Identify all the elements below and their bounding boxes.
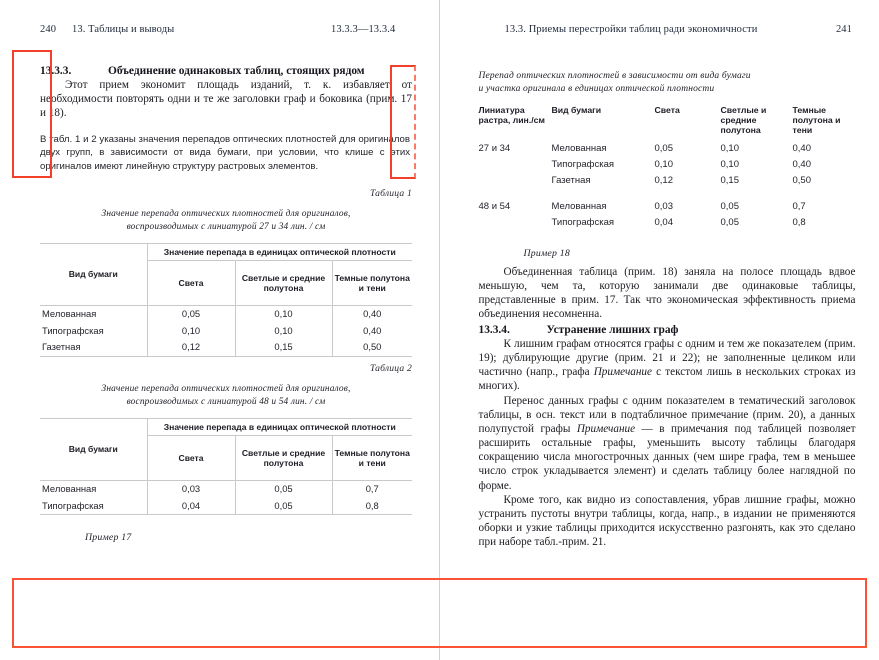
table-2-number: Таблица 2 [369,363,412,374]
table-1-caption-line-2: воспроизводимых с линиатурой 27 и 34 лин. / см [126,221,326,232]
section-number: 13.3.3. [40,65,72,77]
table-3-col-header-3: Света [654,104,680,115]
table-1-r0-c1: 0,05 [147,306,235,323]
table-row [40,306,412,323]
table-2-span-header: Значение перепада в единицах оптической плотности [147,419,412,436]
right-paragraph-2 [479,337,856,393]
table-1-r0-paper: Мелованная [40,306,147,323]
table-3-r0-screen: 27 и 34 [478,142,511,154]
right-paragraph-2-italic-term: Примечание [593,366,652,379]
right-paragraph-3 [479,394,856,493]
left-inset-note: В табл. 1 и 2 указаны значения перепадов оптических плотностей для оригиналов двух групп, в зависимости от вида бумаги, при условии, что клише с этих оригиналов имеют линейную структуру растровых элементов. [40,134,410,172]
table-2-r0-c3: 0,7 [332,481,412,498]
right-paragraph-4-block [479,493,856,549]
section-title: Устранение лишних граф [546,324,679,336]
table-3-r2-screen [479,173,552,189]
table-3-col-header-4: Светлые и средние полутона [720,104,767,136]
table-1-caption-line-1: Значение перепада оптических плотностей для оригиналов, [101,209,351,219]
table-1-r1-paper: Типографская [42,324,104,336]
section-title: Объединение одинаковых таблиц, стоящих рядом [108,65,365,77]
table-1-r2-c2: 0,15 [235,339,332,356]
table-3-r2-c1: 0,12 [654,175,673,187]
table-3-r4-paper: Типографская [551,217,615,229]
table-row [479,141,856,157]
right-paragraph-3-italic-term: Примечание [576,423,636,436]
right-paragraph-1: Объединенная таблица (прим. 18) заняла на полосе площадь вдвое меньшую, чем та, которую занимали две одинаковые таблицы, представленные в прим. 17. Так что экономическая эффективность приема объединения несомненна. [478,266,856,321]
right-paragraph-2-part-a: К лишним графам относятся графы с одним и тем же показателем (прим. 19); дублирующие другие (прим. 21 и 22); не заполненные целиком или частично (напр., графа [478,338,856,379]
table-2-col-header-1: Света [147,436,235,481]
table-1-block [40,188,412,357]
left-page-folio: 240 [40,24,57,35]
table-3-caption-line-2: и участка оригинала в единицах оптической плотности [478,83,715,94]
table-3-r2-c3: 0,50 [792,175,811,187]
left-page-section-range: 13.3.3—13.3.4 [331,24,396,35]
table-3-r1-c1: 0,10 [654,159,673,170]
table-1-span-header: Значение перепада в единицах оптической плотности [147,244,412,261]
right-paragraph-2-part-b: с текстом лишь в нескольких строках из многих). [478,366,856,393]
right-paragraph-1-block [479,265,856,321]
section-heading-13-3-4 [479,323,856,337]
table-1 [40,243,412,357]
right-example-label: Пример 18 [523,247,570,259]
table-1-col-header-1: Света [147,261,235,306]
section-number: 13.3.4. [478,324,510,336]
table-row [40,339,412,356]
table-2-r1-c3: 0,8 [332,498,412,515]
left-page-running-title: 13. Таблицы и выводы [72,24,175,35]
right-page [440,0,879,660]
table-3-r3-screen: 48 и 54 [478,200,511,212]
table-2-r0-c1: 0,03 [147,481,235,498]
right-page-running-title: 13.3. Приемы перестройки таблиц ради экономичности [504,24,758,35]
table-3-col-header-5: Темные полутона и тени [792,104,841,136]
table-3-r0-c1: 0,05 [654,142,673,154]
table-3-r0-paper: Мелованная [551,142,607,154]
table-3-r1-c2: 0,10 [720,159,739,170]
table-row [479,173,856,189]
left-section-heading-block [40,64,412,78]
table-3-caption-line-1: Перепад оптических плотностей в зависимости от вида бумаги [478,71,751,81]
table-2-col-header-3: Темные полутона и тени [332,436,412,481]
table-3-r1-c3: 0,40 [792,159,811,170]
table-2-col-header-2: Светлые и средние полутона [235,436,332,481]
right-paragraph-3-block [479,394,856,493]
table-3-r3-paper: Мелованная [551,200,607,212]
table-row [40,498,412,515]
table-3-r3-c1: 0,03 [654,200,673,212]
table-3-header-row [479,105,856,141]
table-3-col-header-2: Вид бумаги [551,104,602,115]
table-3-r3-c2: 0,05 [720,200,739,212]
right-paragraph-3-part-a: Перенос данных графы с одним показателем в тематический заголовок таблицы, в осн. текст или в подтабличное примечание (прим. 20), а данных полупустой графы [478,395,856,436]
table-row [40,481,412,498]
table-2-r0-paper: Мелованная [40,481,147,498]
left-paragraph-1-block [40,78,412,120]
table-2-r0-c2: 0,05 [235,481,332,498]
table-1-r1-c1: 0,10 [147,323,235,340]
table-row [479,190,856,215]
table-2-caption-line-2: воспроизводимых с линиатурой 48 и 54 лин. / см [126,396,326,407]
table-1-r1-c2: 0,10 [235,323,332,340]
table-2-stub-header: Вид бумаги [40,419,147,481]
table-3-r4-c1: 0,04 [654,217,673,229]
right-section-heading-block [479,323,856,337]
table-row [479,157,856,173]
table-1-r0-c3: 0,40 [332,306,412,323]
table-3-r4-c2: 0,05 [720,217,739,229]
table-1-header-row-span [40,244,412,261]
table-1-stub-header: Вид бумаги [40,244,147,306]
table-3-r4-c3: 0,8 [792,217,806,229]
table-3-r1-screen [479,157,552,173]
table-1-col-header-2: Светлые и средние полутона [235,261,332,306]
table-3-r0-c3: 0,40 [792,142,811,154]
table-3-r0-c2: 0,10 [720,142,739,154]
table-3 [479,105,856,232]
table-3-block [479,70,856,259]
table-3-col-header-1: Линиатура растра, лин./см [478,104,545,125]
table-1-col-header-3: Темные полутона и тени [332,261,412,306]
page-gutter-divider [439,0,440,660]
table-2-r1-c1: 0,04 [147,498,235,515]
left-example-label: Пример 17 [85,532,132,544]
right-paragraph-4: Кроме того, как видно из сопоставления, убрав лишние графы, можно устранить пустоты внутри таблицы, когда, напр., в издании не применяются оборки и узкие таблицы приходится искусственно разгонять, как это сделано при наборе табл.-прим. 21. [478,494,856,549]
table-3-r4-screen [479,215,552,231]
table-2 [40,418,412,515]
section-heading-13-3-3 [40,64,412,78]
left-paragraph-1: Этот прием экономит площадь изданий, т. к. избавляет от необходимости повторять одни и те же заголовки граф и боковика (прим. 17 и 18). [40,79,412,120]
table-2-caption-line-1: Значение перепада оптических плотностей для оригиналов, [101,384,351,394]
table-row [40,323,412,340]
left-note-block [40,133,410,173]
table-2-r1-c2: 0,05 [235,498,332,515]
table-2-r1-paper: Типографская [40,498,147,515]
right-paragraph-2-block [479,337,856,393]
table-2-block [40,363,412,543]
table-3-r2-c2: 0,15 [720,175,739,187]
table-3-r2-paper: Газетная [551,175,591,187]
table-3-r1-paper: Типографская [551,159,615,170]
table-2-header-row-span [40,419,412,436]
table-1-r2-paper: Газетная [40,339,147,356]
right-page-folio: 241 [835,24,852,35]
table-3-r3-c3: 0,7 [792,200,806,212]
table-1-r2-c3: 0,50 [332,339,412,356]
table-1-r1-c3: 0,40 [332,323,412,340]
table-1-r2-c1: 0,12 [147,339,235,356]
table-1-number: Таблица 1 [369,188,412,199]
table-row [479,215,856,231]
table-1-r0-c2: 0,10 [235,306,332,323]
right-paragraph-3-part-b: — в примечания под таблицей позволяет расширить остальные графы, уменьшить высоту таблицы благодаря сокращению числа многострочных данных (чем шире графа, тем в меньшее число строк укладывается элемент) и сделать таблицу более наглядной по форме. [478,423,856,492]
